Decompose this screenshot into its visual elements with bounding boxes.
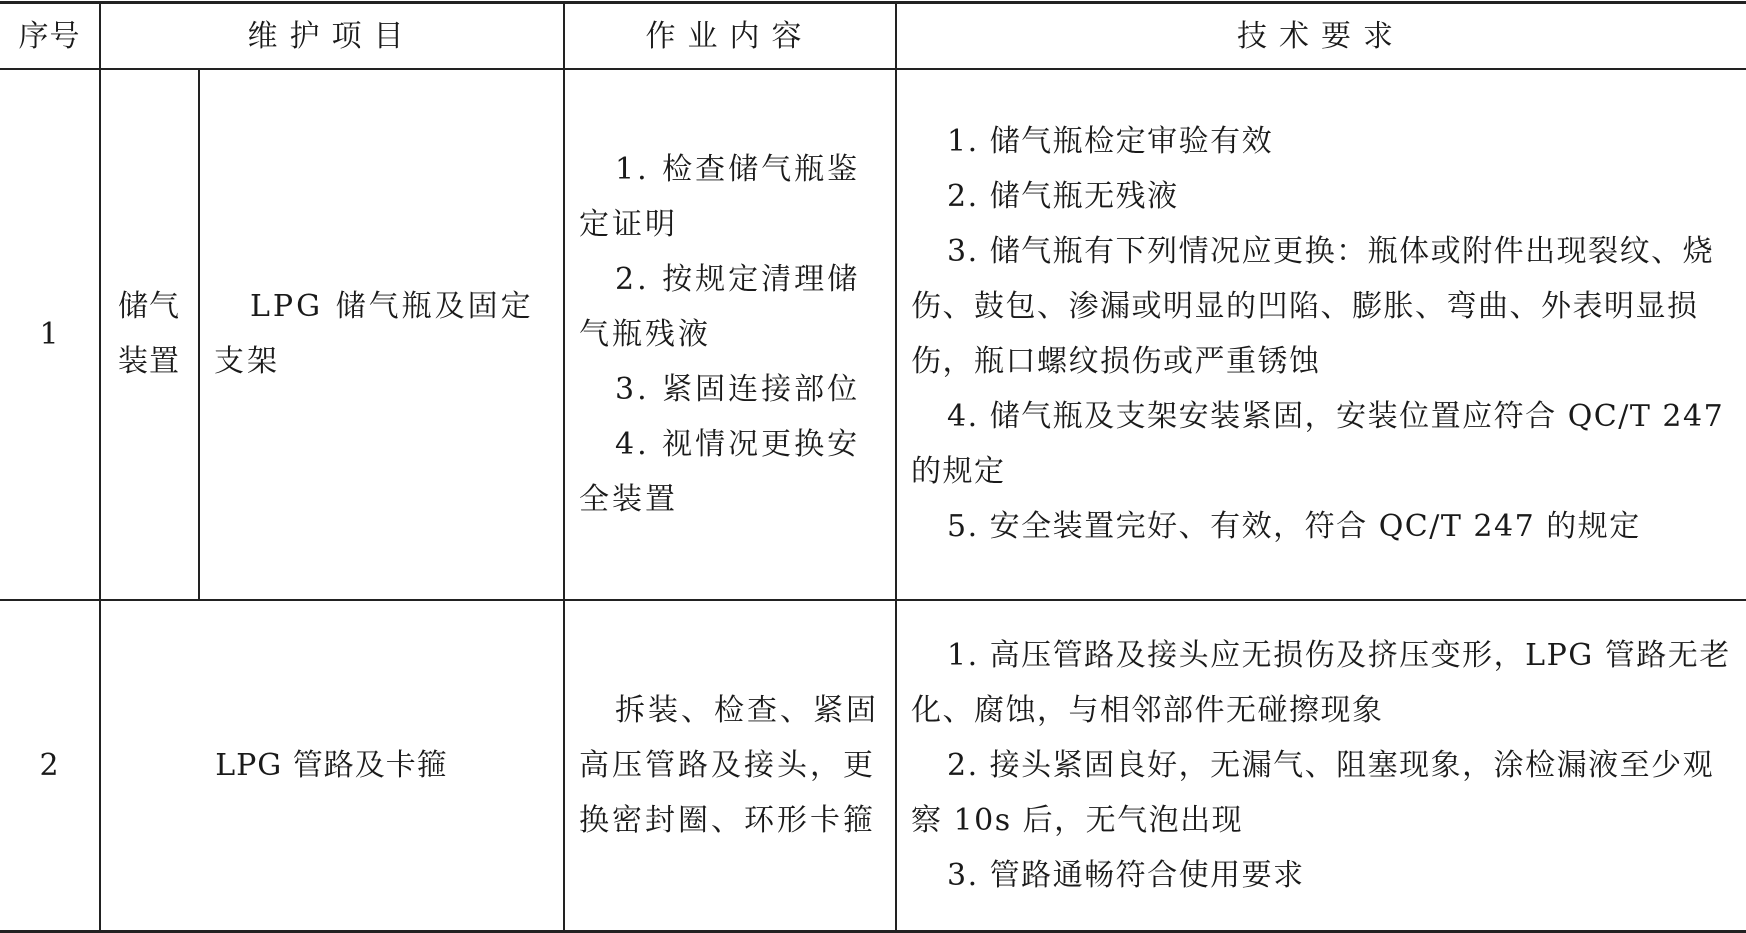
row1-requirements [897,69,1746,599]
header-no: 序号 [18,18,81,54]
row2-req-1: 1. 高压管路及接头应无损伤及挤压变形，LPG 管路无老化、腐蚀，与相邻部件无碰擦现象 [911,637,1731,728]
row2-req-2: 2. 接头紧固良好，无漏气、阻塞现象，涂检漏液至少观察 10s 后，无气泡出现 [911,747,1715,838]
row2-no: 2 [39,747,60,783]
row1-req-2: 2. 储气瓶无残液 [947,179,1179,214]
row1-work-2: 2. 按规定清理储气瓶残液 [579,261,861,352]
row2-req-3: 3. 管路通畅符合使用要求 [947,857,1305,893]
row1-req-3: 3. 储气瓶有下列情况应更换：瓶体或附件出现裂纹、烧伤、鼓包、渗漏或明显的凹陷、膨胀、弯曲、外表明显损伤，瓶口螺纹损伤或严重锈蚀 [911,234,1715,379]
header-item: 维护项目 [247,18,416,54]
row1-work-1: 1. 检查储气瓶鉴定证明 [579,151,861,242]
header-requirements: 技术要求 [1237,18,1405,54]
row1-req-1: 1. 储气瓶检定审验有效 [947,124,1274,159]
row1-work-3: 3. 紧固连接部位 [615,371,861,407]
header-work: 作业内容 [645,18,814,54]
row1-item [200,69,563,599]
row2-work [565,600,895,930]
row2-item: LPG 管路及卡箍 [215,747,448,783]
row1-category-line1: 储气 [118,289,180,324]
row2-work-1: 拆装、检查、紧固高压管路及接头，更换密封圈、环形卡箍 [579,692,879,838]
row1-work-4: 4. 视情况更换安全装置 [579,426,861,517]
row1-item-text: LPG 储气瓶及固定支架 [214,289,534,379]
row1-req-5: 5. 安全装置完好、有效，符合 QC/T 247 的规定 [947,509,1641,544]
row1-no: 1 [39,316,60,352]
row1-category [100,69,198,599]
row1-work [565,69,895,599]
row1-req-4: 4. 储气瓶及支架安装紧固，安装位置应符合 QC/T 247 的规定 [911,399,1725,489]
row2-requirements [897,600,1746,930]
row1-category-line2: 装置 [118,344,180,379]
